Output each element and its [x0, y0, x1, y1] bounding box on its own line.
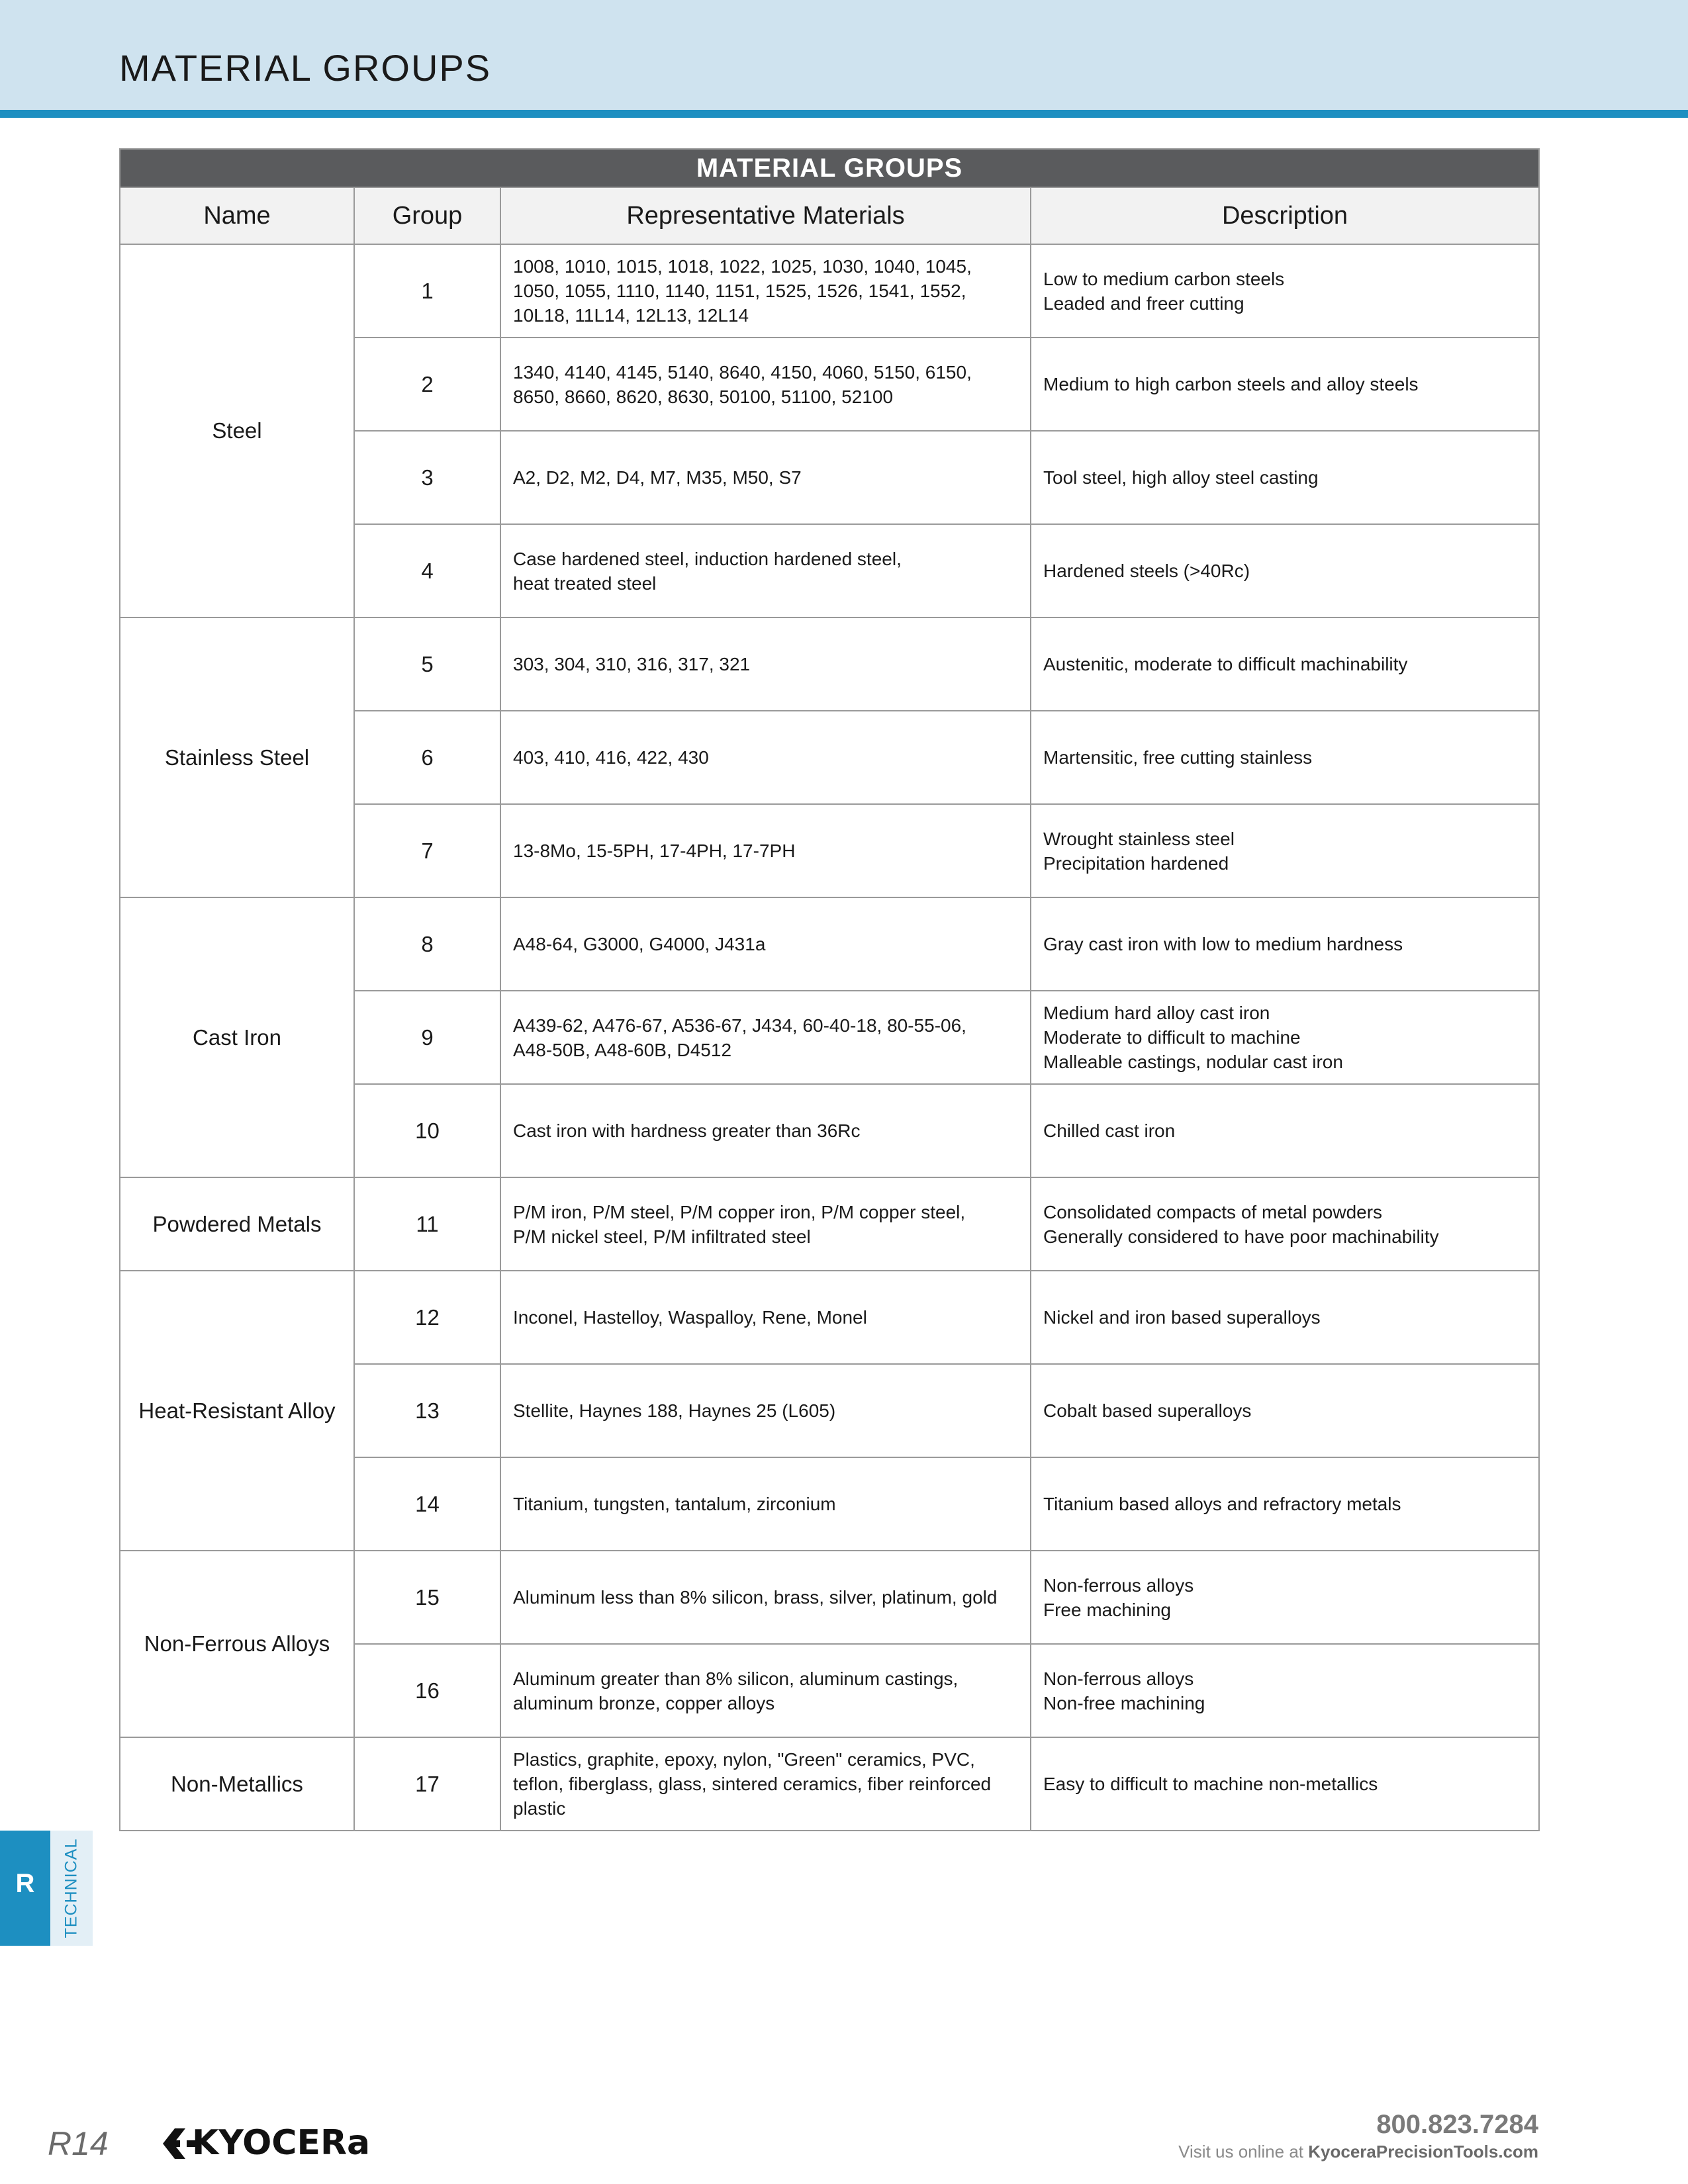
category-name: Heat-Resistant Alloy	[120, 1271, 354, 1551]
materials-line: Cast iron with hardness greater than 36Rc	[513, 1120, 861, 1141]
description	[1031, 431, 1539, 524]
representative-materials	[500, 1737, 1031, 1831]
description-line: Low to medium carbon steels	[1043, 268, 1285, 289]
visit-prefix: Visit us online at	[1178, 2142, 1304, 2161]
materials-line: 1050, 1055, 1110, 1140, 1151, 1525, 1526, 1541, 1552,	[513, 281, 966, 301]
table-row	[120, 1177, 1539, 1271]
description	[1031, 804, 1539, 897]
description	[1031, 1364, 1539, 1457]
group-number: 2	[354, 338, 500, 431]
materials-line: Case hardened steel, induction hardened steel,	[513, 548, 902, 569]
materials-line: 1340, 4140, 4145, 5140, 8640, 4150, 4060, 5150, 6150,	[513, 361, 972, 383]
phone-number: 800.823.7284	[1376, 2110, 1538, 2139]
table-caption: MATERIAL GROUPS	[120, 149, 1539, 187]
description	[1031, 338, 1539, 431]
description	[1031, 244, 1539, 338]
table-row	[120, 1551, 1539, 1644]
group-number: 5	[354, 617, 500, 711]
materials-line: heat treated steel	[513, 572, 657, 594]
materials-line: P/M iron, P/M steel, P/M copper iron, P/M copper steel,	[513, 1201, 966, 1222]
materials-line: 10L18, 11L14, 12L13, 12L14	[513, 305, 749, 326]
description-line: Gray cast iron with low to medium hardness	[1043, 934, 1403, 954]
group-number: 1	[354, 244, 500, 338]
representative-materials	[500, 244, 1031, 338]
description	[1031, 1644, 1539, 1737]
representative-materials	[500, 338, 1031, 431]
material-groups-table	[119, 148, 1540, 1831]
description	[1031, 1737, 1539, 1831]
category-name: Non-Ferrous Alloys	[120, 1551, 354, 1737]
representative-materials	[500, 1551, 1031, 1644]
description	[1031, 1271, 1539, 1364]
category-name: Powdered Metals	[120, 1177, 354, 1271]
representative-materials	[500, 1457, 1031, 1551]
group-number: 12	[354, 1271, 500, 1364]
representative-materials	[500, 711, 1031, 804]
representative-materials	[500, 1271, 1031, 1364]
description	[1031, 897, 1539, 991]
website-line	[1178, 2142, 1538, 2162]
description-line: Free machining	[1043, 1599, 1171, 1620]
description-line: Tool steel, high alloy steel casting	[1043, 467, 1319, 488]
column-header-group: Group	[354, 187, 500, 244]
materials-line: Inconel, Hastelloy, Waspalloy, Rene, Monel	[513, 1307, 867, 1328]
description	[1031, 711, 1539, 804]
category-name: Non-Metallics	[120, 1737, 354, 1831]
description-line: Cobalt based superalloys	[1043, 1400, 1252, 1421]
group-number: 13	[354, 1364, 500, 1457]
table-row	[120, 244, 1539, 338]
representative-materials	[500, 1364, 1031, 1457]
materials-line: P/M nickel steel, P/M infiltrated steel	[513, 1226, 811, 1247]
materials-line: A2, D2, M2, D4, M7, M35, M50, S7	[513, 467, 802, 488]
group-number: 8	[354, 897, 500, 991]
description-line: Hardened steels (>40Rc)	[1043, 561, 1250, 581]
description	[1031, 1084, 1539, 1177]
group-number: 7	[354, 804, 500, 897]
representative-materials	[500, 897, 1031, 991]
category-name: Stainless Steel	[120, 617, 354, 897]
materials-line: Aluminum greater than 8% silicon, aluminum castings,	[513, 1668, 959, 1689]
website-link[interactable]: KyoceraPrecisionTools.com	[1308, 2142, 1538, 2161]
description-line: Medium to high carbon steels and alloy steels	[1043, 374, 1419, 394]
representative-materials	[500, 1084, 1031, 1177]
representative-materials	[500, 617, 1031, 711]
section-tab-letter: R	[15, 1869, 35, 1898]
description-line: Non-ferrous alloys	[1043, 1668, 1194, 1689]
group-number: 15	[354, 1551, 500, 1644]
materials-line: Aluminum less than 8% silicon, brass, silver, platinum, gold	[513, 1587, 998, 1608]
category-name: Cast Iron	[120, 897, 354, 1177]
group-number: 3	[354, 431, 500, 524]
description-line: Wrought stainless steel	[1043, 828, 1235, 849]
table-row	[120, 897, 1539, 991]
table-row	[120, 1271, 1539, 1364]
description-line: Chilled cast iron	[1043, 1120, 1176, 1141]
materials-line: 303, 304, 310, 316, 317, 321	[513, 654, 751, 674]
representative-materials	[500, 431, 1031, 524]
page-title: MATERIAL GROUPS	[119, 47, 492, 89]
materials-line: 13-8Mo, 15-5PH, 17-4PH, 17-7PH	[513, 841, 796, 861]
description	[1031, 1551, 1539, 1644]
description	[1031, 1457, 1539, 1551]
group-number: 4	[354, 524, 500, 617]
group-number: 6	[354, 711, 500, 804]
description-line: Non-ferrous alloys	[1043, 1574, 1194, 1596]
description-line: Leaded and freer cutting	[1043, 293, 1244, 314]
group-number: 17	[354, 1737, 500, 1831]
column-header-materials: Representative Materials	[500, 187, 1031, 244]
table-row	[120, 617, 1539, 711]
representative-materials	[500, 1177, 1031, 1271]
materials-line: Titanium, tungsten, tantalum, zirconium	[513, 1494, 836, 1514]
representative-materials	[500, 524, 1031, 617]
description	[1031, 1177, 1539, 1271]
description	[1031, 991, 1539, 1084]
table-body	[120, 244, 1539, 1831]
description-line: Precipitation hardened	[1043, 852, 1229, 874]
materials-line: plastic	[513, 1798, 566, 1819]
description-line: Easy to difficult to machine non-metallics	[1043, 1774, 1378, 1794]
representative-materials	[500, 804, 1031, 897]
group-number: 10	[354, 1084, 500, 1177]
description-line: Consolidated compacts of metal powders	[1043, 1201, 1383, 1222]
header-rule	[0, 110, 1688, 118]
description-line: Malleable castings, nodular cast iron	[1043, 1052, 1343, 1072]
kyocera-logo-text: KYOCERa	[192, 2123, 371, 2163]
representative-materials	[500, 991, 1031, 1084]
representative-materials	[500, 1644, 1031, 1737]
materials-line: Plastics, graphite, epoxy, nylon, "Green" ceramics, PVC,	[513, 1749, 975, 1770]
description-line: Generally considered to have poor machinability	[1043, 1226, 1439, 1247]
description-line: Medium hard alloy cast iron	[1043, 1003, 1270, 1023]
materials-line: A48-50B, A48-60B, D4512	[513, 1039, 732, 1060]
description	[1031, 524, 1539, 617]
description-line: Austenitic, moderate to difficult machinability	[1043, 654, 1408, 674]
page-number: R14	[48, 2125, 109, 2162]
description-line: Nickel and iron based superalloys	[1043, 1307, 1321, 1328]
materials-line: Stellite, Haynes 188, Haynes 25 (L605)	[513, 1400, 836, 1421]
group-number: 9	[354, 991, 500, 1084]
materials-line: A439-62, A476-67, A536-67, J434, 60-40-18, 80-55-06,	[513, 1015, 966, 1036]
category-name: Steel	[120, 244, 354, 617]
column-header-description: Description	[1031, 187, 1539, 244]
description-line: Non-free machining	[1043, 1692, 1205, 1713]
section-tab-label: TECHNICAL	[62, 1838, 81, 1938]
description-line: Moderate to difficult to machine	[1043, 1027, 1301, 1048]
group-number: 16	[354, 1644, 500, 1737]
materials-line: 1008, 1010, 1015, 1018, 1022, 1025, 1030, 1040, 1045,	[513, 256, 972, 277]
description-line: Martensitic, free cutting stainless	[1043, 747, 1313, 768]
materials-line: teflon, fiberglass, glass, sintered ceramics, fiber reinforced	[513, 1774, 992, 1794]
materials-line: 403, 410, 416, 422, 430	[513, 747, 709, 768]
description-line: Titanium based alloys and refractory metals	[1043, 1494, 1401, 1514]
materials-line: A48-64, G3000, G4000, J431a	[513, 934, 766, 954]
table-row	[120, 1737, 1539, 1831]
description	[1031, 617, 1539, 711]
group-number: 14	[354, 1457, 500, 1551]
group-number: 11	[354, 1177, 500, 1271]
materials-line: aluminum bronze, copper alloys	[513, 1692, 775, 1713]
materials-line: 8650, 8660, 8620, 8630, 50100, 51100, 52100	[513, 386, 894, 407]
column-header-name: Name	[120, 187, 354, 244]
